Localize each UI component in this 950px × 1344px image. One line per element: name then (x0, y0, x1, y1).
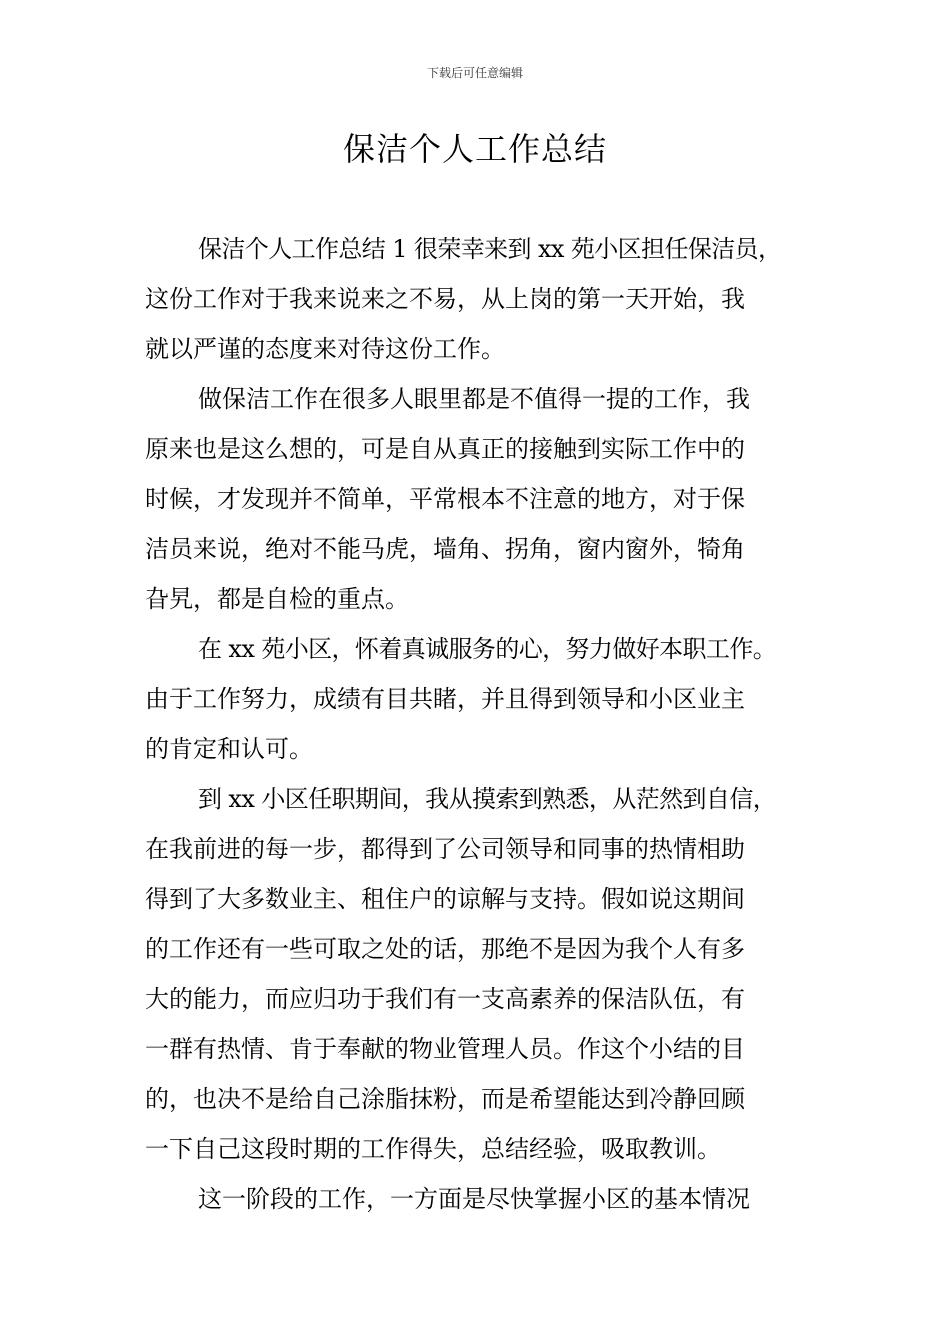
paragraph-5-line-1: 这一阶段的工作，一方面是尽快掌握小区的基本情况 (198, 1185, 750, 1213)
paragraph-1-line-1: 保洁个人工作总结 1 很荣幸来到 xx 苑小区担任保洁员， (198, 235, 782, 263)
header-note: 下载后可任意编辑 (426, 66, 523, 80)
paragraph-4-line-6: 一群有热情、肯于奉献的物业管理人员。作这个小结的目 (145, 1035, 745, 1063)
paragraph-4-line-4: 的工作还有一些可取之处的话，那绝不是因为我个人有多 (145, 935, 745, 963)
paragraph-4-line-2: 在我前进的每一步，都得到了公司领导和同事的热情相助 (145, 835, 745, 863)
paragraph-1-line-3: 就以严谨的态度来对待这份工作。 (145, 335, 505, 363)
paragraph-4-line-7: 的，也决不是给自己涂脂抹粉，而是希望能达到冷静回顾 (145, 1085, 745, 1113)
paragraph-4-line-5: 大的能力，而应归功于我们有一支高素养的保洁队伍，有 (145, 985, 745, 1013)
paragraph-2-line-5: 旮旯，都是自检的重点。 (145, 585, 409, 613)
paragraph-3-line-2: 由于工作努力，成绩有目共睹，并且得到领导和小区业主 (145, 685, 745, 713)
paragraph-3-line-3: 的肯定和认可。 (145, 735, 313, 763)
paragraph-2-line-3: 时候，才发现并不简单，平常根本不注意的地方，对于保 (145, 485, 745, 513)
document-title: 保洁个人工作总结 (342, 130, 607, 168)
paragraph-3-line-1: 在 xx 苑小区，怀着真诚服务的心，努力做好本职工作。 (198, 635, 777, 663)
paragraph-2-line-2: 原来也是这么想的，可是自从真正的接触到实际工作中的 (145, 435, 745, 463)
paragraph-4-line-3: 得到了大多数业主、租住户的谅解与支持。假如说这期间 (145, 885, 745, 913)
paragraph-2-line-4: 洁员来说，绝对不能马虎，墙角、拐角，窗内窗外，犄角 (145, 535, 745, 563)
paragraph-1-line-2: 这份工作对于我来说来之不易，从上岗的第一天开始，我 (145, 285, 745, 313)
paragraph-2-line-1: 做保洁工作在很多人眼里都是不值得一提的工作，我 (198, 385, 750, 413)
document-body (145, 224, 805, 1224)
paragraph-4-line-8: 一下自己这段时期的工作得失，总结经验，吸取教训。 (145, 1135, 721, 1163)
paragraph-4-line-1: 到 xx 小区任职期间，我从摸索到熟悉，从茫然到自信， (198, 785, 777, 813)
